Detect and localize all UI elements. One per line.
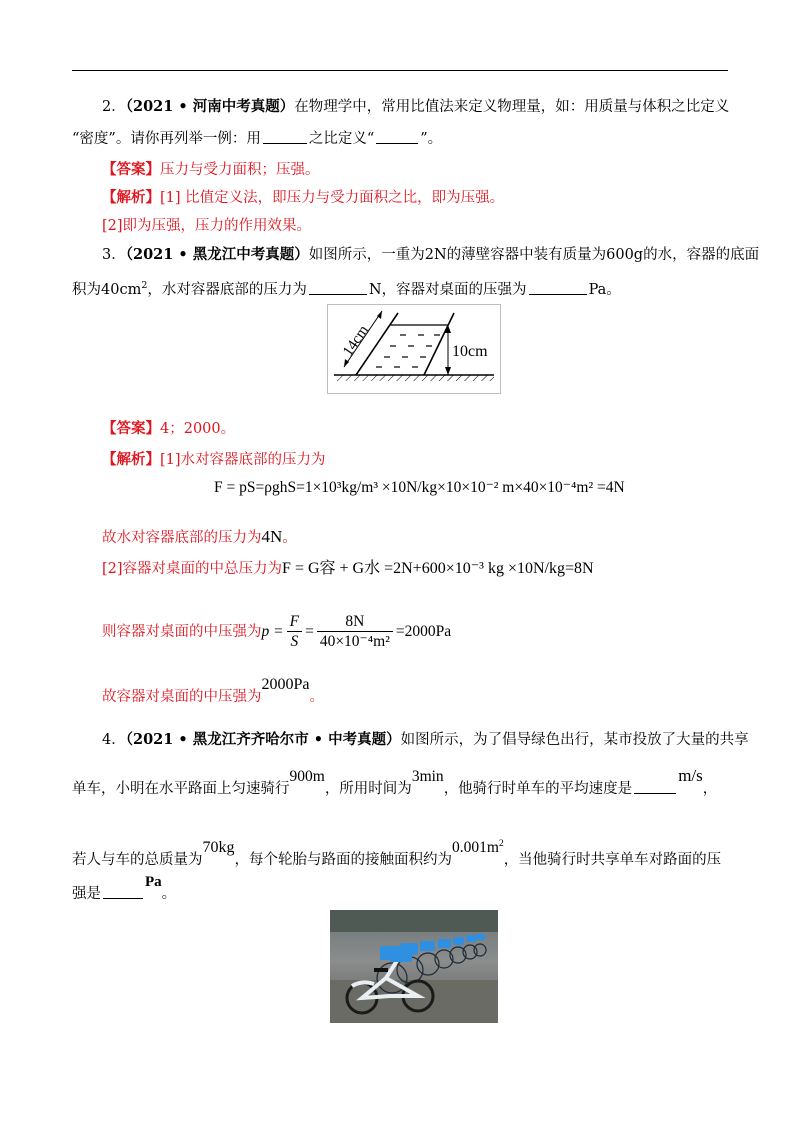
q3-number: 3． xyxy=(102,247,126,263)
q2-answer: 【答案】压力与受力面积；压强。 xyxy=(102,161,320,178)
container-diagram xyxy=(328,305,500,393)
q3-analysis-3: 则容器对桌面的中压强为p = $\frac{F}{S}$ = $\frac{8N}{\text{40×10⁻⁴m²}}$ =2000Pa xyxy=(102,612,452,650)
q3-line2: 积为$40cm^2$，水对容器底部的压力为 N，容器对桌面的压强为 Pa。 xyxy=(72,280,621,298)
answer-tag: 【答案】 xyxy=(102,161,160,178)
q4-number: 4． xyxy=(102,732,126,748)
fraction-values: $\frac{8N}{\text{40×10⁻⁴m²}}$ xyxy=(317,613,393,652)
q2-number: 2． xyxy=(102,99,126,115)
q4-blank-pressure[interactable] xyxy=(103,884,143,899)
answer-tag: 【答案】 xyxy=(102,420,160,437)
q2-source: （2021 • 河南中考真题） xyxy=(125,98,295,115)
equation-1: F = pS=ρghS=1×10³kg/m³ ×10N/kg×10×10⁻² m×40×10⁻⁴m² =4N xyxy=(214,479,625,496)
q3-source: （2021 • 黑龙江中考真题） xyxy=(125,246,309,263)
q2-line1: 2．（2021 • 河南中考真题）在物理学中，常用比值法来定义物理量，如：用质量与体积之比定义 xyxy=(102,98,730,115)
q3-blank-2[interactable] xyxy=(529,280,587,295)
q3-answer: 【答案】4；2000。 xyxy=(102,420,236,437)
equation-2: F = G容 + G水 =2N+600×10⁻³ kg ×10N/kg=8N xyxy=(282,560,594,577)
height-label: 10cm xyxy=(452,343,488,360)
slant-label: 14cm xyxy=(340,322,372,360)
q3-line1: 3．（2021 • 黑龙江中考真题）如图所示，一重为2N的薄壁容器中装有质量为600g的水，容器的底面 xyxy=(102,246,760,263)
shared-bikes-photo xyxy=(330,910,498,1023)
q3-conclusion-2: 故容器对桌面的中压强为2000Pa。 xyxy=(102,676,324,705)
q4-line3: 若人与车的总质量为70kg，每个轮胎与路面的接触面积约为$0.001m^2$，当他骑行时共享单车对路面的压 xyxy=(72,839,722,869)
analysis-tag: 【解析】 xyxy=(102,189,160,206)
q4-source: （2021 • 黑龙江齐齐哈尔市 • 中考真题） xyxy=(125,731,401,748)
q3-blank-1[interactable] xyxy=(309,280,367,295)
q2-blank-1[interactable] xyxy=(263,129,307,144)
force-value: 4N xyxy=(261,527,283,546)
ground-hatch xyxy=(334,375,494,381)
pressure-value: 2000Pa xyxy=(261,676,310,693)
container-figure xyxy=(327,304,501,394)
q3-analysis-2: [2]容器对桌面的中总压力为F = G容 + G水 =2N+600×10⁻³ kg ×10N/kg=8N xyxy=(102,560,594,577)
q3-conclusion-1: 故水对容器底部的压力为4N。 xyxy=(102,527,297,546)
q2-analysis: 【解析】[1] 比值定义法，即压力与受力面积之比，即为压强。 xyxy=(102,189,505,206)
q2-line2: “密度”。请你再列举一例：用 之比定义“ ”。 xyxy=(72,131,443,147)
q3-analysis: 【解析】[1]水对容器底部的压力为 xyxy=(102,451,326,468)
analysis-tag: 【解析】 xyxy=(102,451,160,468)
header-rule xyxy=(72,70,728,71)
q4-line2: 单车，小明在水平路面上匀速骑行900m，所用时间为3min，他骑行时单车的平均速度是m/s， xyxy=(72,766,718,797)
q4-blank-speed[interactable] xyxy=(634,779,676,794)
q4-line4: 强是Pa。 xyxy=(72,874,177,902)
q2-blank-2[interactable] xyxy=(376,129,418,144)
fraction-f-over-s: $\frac{F}{S}$ xyxy=(287,613,302,652)
q2-analysis-2: [2]即为压强，压力的作用效果。 xyxy=(102,218,312,234)
bikes-illustration xyxy=(330,910,498,1023)
right-wall xyxy=(424,313,454,375)
q4-line1: 4．（2021 • 黑龙江齐齐哈尔市 • 中考真题）如图所示，为了倡导绿色出行，某市投放了大量的共享 xyxy=(102,731,749,748)
